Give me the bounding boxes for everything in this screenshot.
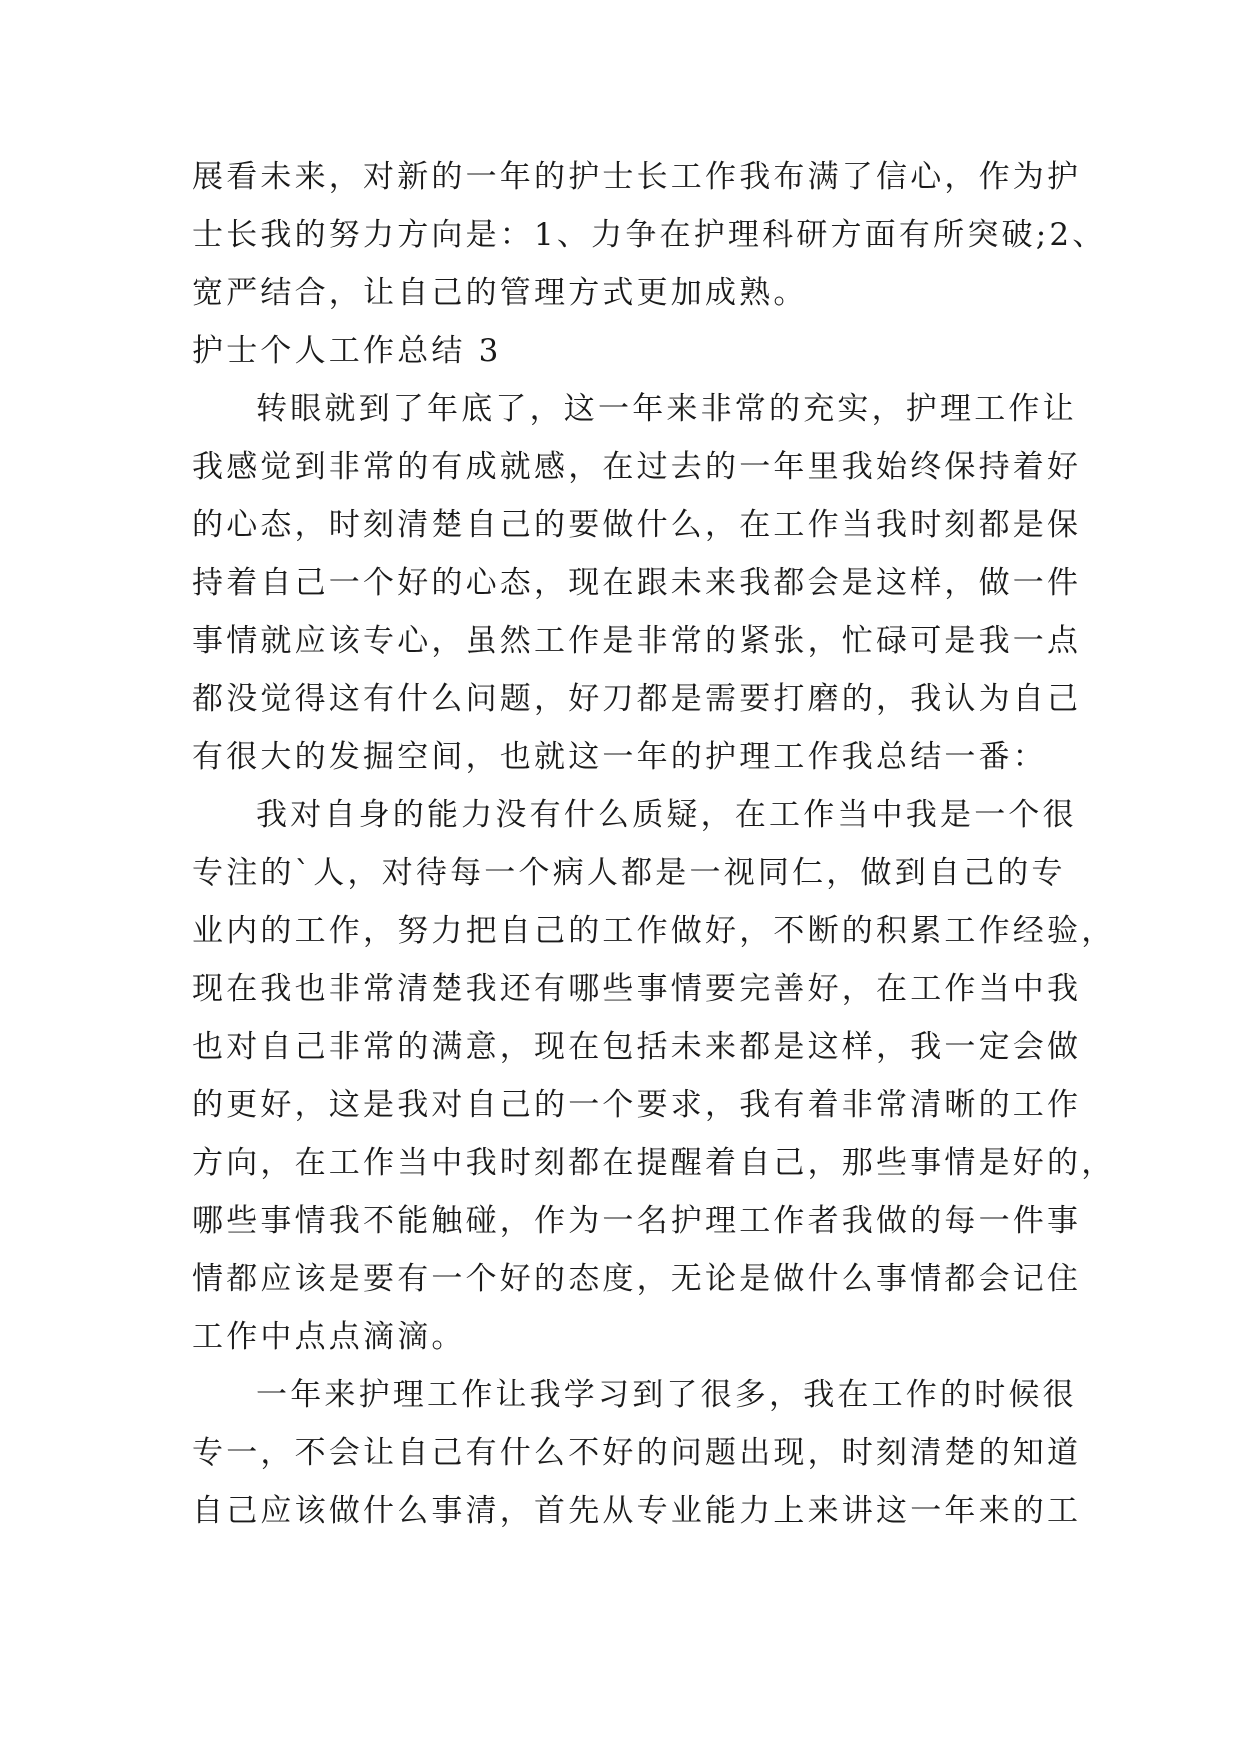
- text-line: 也对自己非常的满意，现在包括未来都是这样，我一定会做: [192, 1029, 1082, 1065]
- section-heading: 护士个人工作总结 3: [192, 333, 502, 369]
- text-line: 宽严结合，让自己的管理方式更加成熟。: [192, 275, 808, 311]
- paragraph-first-line: 一年来护理工作让我学习到了很多，我在工作的时候很: [256, 1377, 1077, 1413]
- text-line: 都没觉得这有什么问题，好刀都是需要打磨的，我认为自己: [192, 681, 1082, 717]
- paragraph-first-line: 转眼就到了年底了，这一年来非常的充实，护理工作让: [256, 391, 1077, 427]
- text-line: 业内的工作，努力把自己的工作做好，不断的积累工作经验，: [192, 913, 1116, 949]
- text-line: 士长我的努力方向是：1、力争在护理科研方面有所突破;2、: [192, 217, 1107, 253]
- text-line: 情都应该是要有一个好的态度，无论是做什么事情都会记住: [192, 1261, 1082, 1297]
- text-line: 的更好，这是我对自己的一个要求，我有着非常清晰的工作: [192, 1087, 1082, 1123]
- text-line: 专一，不会让自己有什么不好的问题出现，时刻清楚的知道: [192, 1435, 1082, 1471]
- text-line: 现在我也非常清楚我还有哪些事情要完善好，在工作当中我: [192, 971, 1082, 1007]
- text-line: 哪些事情我不能触碰，作为一名护理工作者我做的每一件事: [192, 1203, 1082, 1239]
- text-line: 方向，在工作当中我时刻都在提醒着自己，那些事情是好的，: [192, 1145, 1116, 1181]
- text-line: 事情就应该专心，虽然工作是非常的紧张，忙碌可是我一点: [192, 623, 1082, 659]
- text-line: 的心态，时刻清楚自己的要做什么，在工作当我时刻都是保: [192, 507, 1082, 543]
- text-line: 专注的`人，对待每一个病人都是一视同仁，做到自己的专: [192, 855, 1066, 891]
- text-line: 我感觉到非常的有成就感，在过去的一年里我始终保持着好: [192, 449, 1082, 485]
- text-line: 工作中点点滴滴。: [192, 1319, 466, 1355]
- text-line: 自己应该做什么事清，首先从专业能力上来讲这一年来的工: [192, 1493, 1082, 1529]
- text-line: 持着自己一个好的心态，现在跟未来我都会是这样，做一件: [192, 565, 1082, 601]
- text-line: 展看未来，对新的一年的护士长工作我布满了信心，作为护: [192, 159, 1082, 195]
- text-line: 有很大的发掘空间，也就这一年的护理工作我总结一番：: [192, 739, 1047, 775]
- paragraph-first-line: 我对自身的能力没有什么质疑，在工作当中我是一个很: [256, 797, 1077, 833]
